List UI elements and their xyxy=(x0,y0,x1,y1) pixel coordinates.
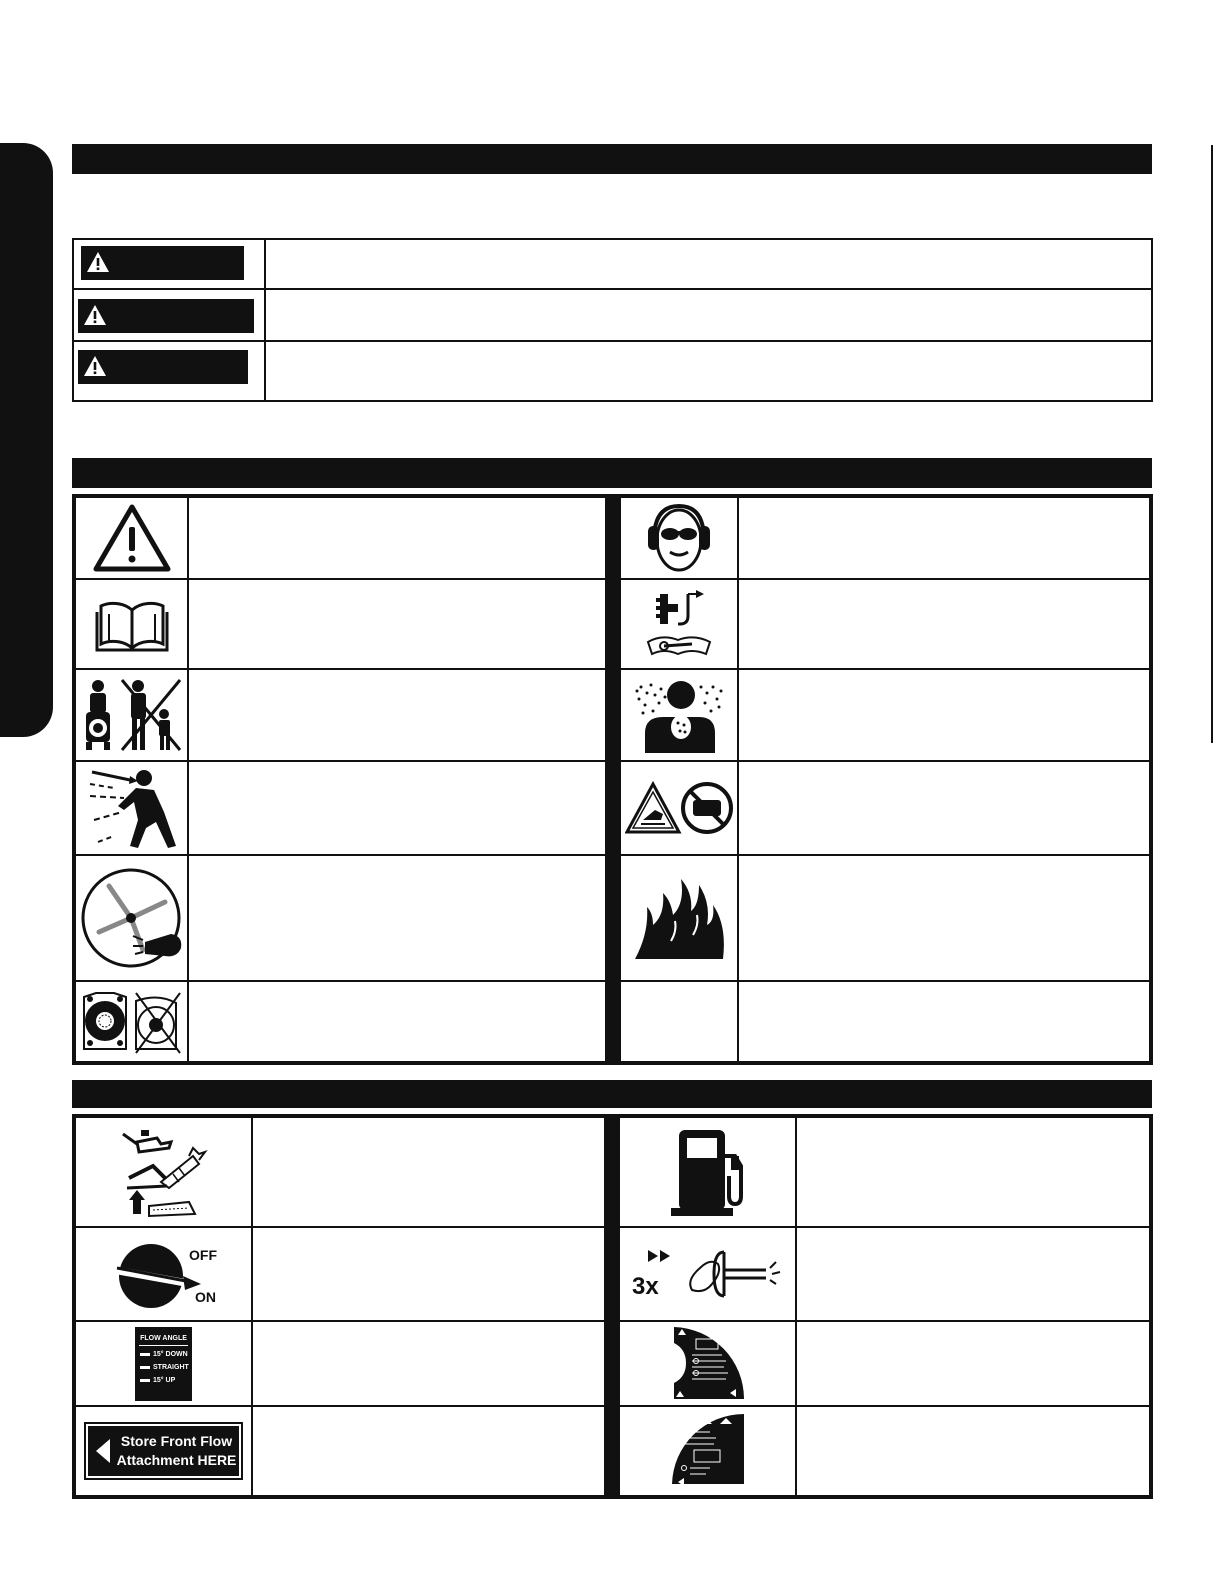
symbol-icon-cell xyxy=(621,856,739,980)
symbol-text-cell xyxy=(191,580,605,668)
symbol-icon-cell xyxy=(621,670,739,760)
label-row xyxy=(620,1322,1149,1407)
label-text-cell xyxy=(799,1322,1149,1405)
section-side-tab xyxy=(0,143,53,737)
warning-triangle-icon xyxy=(86,251,110,273)
labels-left-panel xyxy=(76,1118,604,1495)
disconnect-spark-plug-icon xyxy=(644,586,714,662)
switch-on-label: ON xyxy=(194,1289,216,1305)
symbol-row xyxy=(621,762,1149,856)
read-manual-icon xyxy=(95,596,169,652)
label-row xyxy=(76,1228,604,1322)
signal-label-cell xyxy=(74,290,266,340)
flow-angle-card xyxy=(135,1327,192,1401)
warning-badge xyxy=(78,299,254,333)
thrown-objects-icon xyxy=(84,766,180,850)
symbol-text-cell xyxy=(741,982,1149,1061)
rotating-impeller-icon xyxy=(79,866,185,970)
label-row xyxy=(620,1407,1149,1495)
symbol-text-cell xyxy=(191,498,605,578)
symbol-icon-cell xyxy=(76,982,189,1061)
fire-hazard-icon xyxy=(631,875,727,961)
label-row xyxy=(620,1118,1149,1228)
storage-position-decal-icon xyxy=(670,1412,746,1490)
symbol-icon-cell xyxy=(76,498,189,578)
symbol-row xyxy=(76,762,605,856)
signal-description-cell xyxy=(268,290,1151,340)
no-fan-guard-removal-icon xyxy=(80,989,184,1055)
label-text-cell xyxy=(255,1118,604,1226)
symbol-text-cell xyxy=(741,856,1149,980)
store-tag-line: Store Front Flow xyxy=(120,1433,233,1449)
symbol-text-cell xyxy=(191,762,605,854)
signal-label-cell xyxy=(74,342,266,400)
switch-off-label: OFF xyxy=(188,1247,217,1263)
label-text-cell xyxy=(255,1322,604,1405)
flow-angle-title: FLOW ANGLE xyxy=(139,1332,188,1346)
signal-label-cell xyxy=(74,240,266,288)
symbols-right-panel xyxy=(621,498,1149,1061)
symbol-text-cell xyxy=(191,670,605,760)
symbol-row xyxy=(76,580,605,670)
symbol-text-cell xyxy=(741,498,1149,578)
labels-right-panel xyxy=(620,1118,1149,1495)
discharge-chute-decal-icon xyxy=(670,1325,746,1403)
flow-angle-line: STRAIGHT xyxy=(139,1361,188,1374)
label-text-cell xyxy=(799,1407,1149,1495)
symbol-row xyxy=(76,856,605,982)
symbol-icon-cell xyxy=(621,762,739,854)
flow-angle-line: 15° UP xyxy=(139,1374,188,1387)
symbol-icon-cell xyxy=(76,762,189,854)
symbol-row xyxy=(621,498,1149,580)
signal-row-warning xyxy=(74,290,1151,342)
label-row xyxy=(76,1322,604,1407)
caution-badge xyxy=(78,350,248,384)
signal-description-cell xyxy=(268,240,1151,288)
safety-symbols-grid xyxy=(72,494,1153,1065)
prime-count-label: 3x xyxy=(631,1273,659,1300)
symbol-row xyxy=(621,580,1149,670)
signal-word-table xyxy=(72,238,1153,402)
symbol-row xyxy=(76,498,605,580)
section-header-bar-3 xyxy=(72,1080,1152,1108)
symbols-left-panel xyxy=(76,498,605,1061)
symbol-text-cell xyxy=(741,580,1149,668)
store-attachment-tag xyxy=(88,1426,239,1476)
fuel-valve-switch-icon xyxy=(111,1238,217,1310)
symbol-icon-cell xyxy=(76,670,189,760)
arrow-left-icon xyxy=(96,1439,110,1463)
eye-ear-protection-icon xyxy=(646,500,712,576)
product-labels-grid xyxy=(72,1114,1153,1499)
warning-triangle-icon xyxy=(83,304,107,326)
symbol-row xyxy=(621,856,1149,982)
symbol-row xyxy=(76,982,605,1061)
symbol-row xyxy=(76,670,605,762)
symbol-icon-cell xyxy=(621,498,739,578)
label-text-cell xyxy=(799,1228,1149,1320)
keep-bystanders-away-icon xyxy=(80,678,184,752)
symbol-text-cell xyxy=(741,670,1149,760)
label-icon-cell xyxy=(76,1228,253,1320)
primer-bulb-icon xyxy=(630,1244,786,1304)
label-icon-cell xyxy=(620,1322,797,1405)
safety-alert-icon xyxy=(93,503,171,573)
label-icon-cell xyxy=(76,1118,253,1226)
label-icon-cell xyxy=(76,1322,253,1405)
flow-angle-line: 15° DOWN xyxy=(139,1348,188,1361)
symbol-text-cell xyxy=(191,982,605,1061)
label-row xyxy=(620,1228,1149,1322)
symbol-text-cell xyxy=(191,856,605,980)
label-icon-cell xyxy=(620,1118,797,1226)
store-tag-line: Attachment HERE xyxy=(116,1452,237,1468)
label-row xyxy=(76,1118,604,1228)
label-row xyxy=(76,1407,604,1495)
label-text-cell xyxy=(799,1118,1149,1226)
label-text-cell xyxy=(255,1228,604,1320)
right-margin-rule xyxy=(1211,145,1213,743)
section-header-bar-1 xyxy=(72,144,1152,174)
signal-row-caution xyxy=(74,342,1151,400)
signal-description-cell xyxy=(268,342,1151,400)
label-icon-cell xyxy=(76,1407,253,1495)
label-text-cell xyxy=(255,1407,604,1495)
signal-row-danger xyxy=(74,240,1151,290)
hot-surface-icon xyxy=(625,780,733,836)
symbol-text-cell xyxy=(741,762,1149,854)
label-icon-cell xyxy=(620,1407,797,1495)
symbol-icon-cell xyxy=(76,856,189,980)
danger-badge xyxy=(81,246,244,280)
fuel-pump-icon xyxy=(669,1126,747,1218)
symbol-row xyxy=(621,982,1149,1061)
toxic-fumes-icon xyxy=(633,677,725,753)
symbol-icon-cell xyxy=(621,982,739,1061)
warning-triangle-icon xyxy=(83,355,107,377)
section-header-bar-2 xyxy=(72,458,1152,488)
symbol-row xyxy=(621,670,1149,762)
label-icon-cell xyxy=(620,1228,797,1320)
symbol-icon-cell xyxy=(621,580,739,668)
check-oil-level-icon xyxy=(119,1126,209,1218)
symbol-icon-cell xyxy=(76,580,189,668)
